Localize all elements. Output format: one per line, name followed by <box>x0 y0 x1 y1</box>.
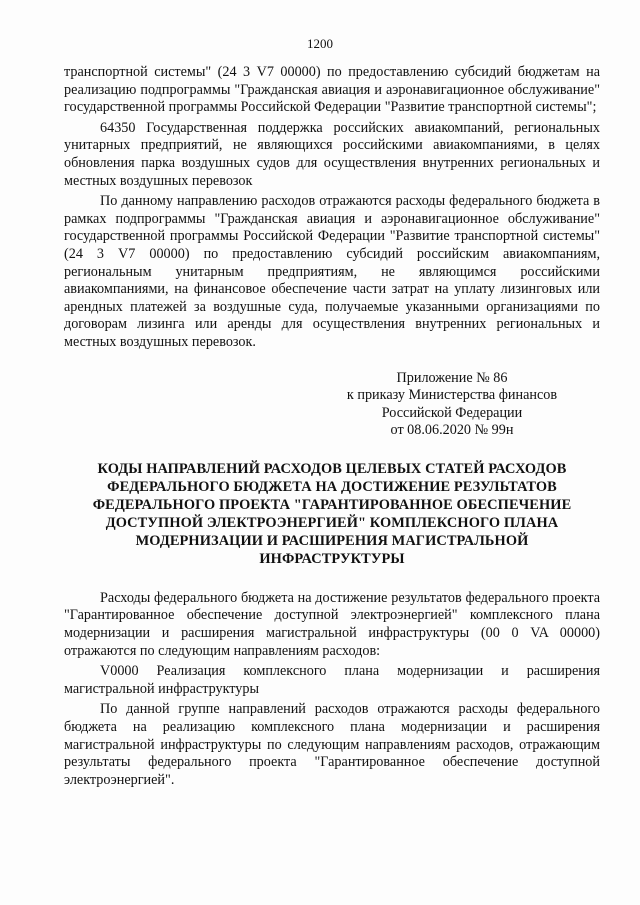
section-heading: КОДЫ НАПРАВЛЕНИЙ РАСХОДОВ ЦЕЛЕВЫХ СТАТЕЙ РАСХОДОВ ФЕДЕРАЛЬНОГО БЮДЖЕТА НА ДОСТИЖЕНИЕ РЕЗУЛЬТАТОВ ФЕДЕРАЛЬНОГО ПРОЕКТА "ГАРАНТИРОВАННОЕ ОБЕСПЕЧЕНИЕ ДОСТУПНОЙ ЭЛЕКТРОЭНЕРГИЕЙ" КОМПЛЕКСНОГО ПЛАНА МОДЕРНИЗАЦИИ И РАСШИРЕНИЯ МАГИСТРАЛЬНОЙ ИНФРАСТРУКТУРЫ <box>92 460 572 567</box>
document-body <box>64 64 600 792</box>
appendix-date: от 08.06.2020 № 99н <box>390 422 514 439</box>
paragraph-code-64350: 64350 Государственная поддержка российских авиакомпаний, региональных унитарных предприятий, не являющихся российскими авиакомпаниями, в целях обновления парка воздушных судов для осуществления внутренних региональных и местных воздушных перевозок <box>64 119 600 189</box>
paragraph-continuation: транспортной системы" (24 3 V7 00000) по предоставлению субсидий бюджетам на реализацию подпрограммы "Гражданская авиация и аэронавигационное обслуживание" государственной программы Российской Федерации "Развитие транспортной системы"; <box>64 64 600 116</box>
appendix-block <box>64 370 562 440</box>
paragraph-group-description: По данной группе направлений расходов отражаются расходы федерального бюджета на реализацию комплексного плана модернизации и расширения магистральной инфраструктуры по следующим направлениям расходов, отражающим результаты федерального проекта "Гарантированное обеспечение доступной электроэнергией". <box>64 701 600 788</box>
appendix-country: Российской Федерации <box>381 404 523 421</box>
page-number: 1200 <box>307 36 333 51</box>
paragraph-code-v0000: V0000 Реализация комплексного плана модернизации и расширения магистральной инфраструктуры <box>64 663 600 697</box>
appendix-number: Приложение № 86 <box>396 369 508 386</box>
paragraph-expense-description: По данному направлению расходов отражаются расходы федерального бюджета в рамках подпрограммы "Гражданская авиация и аэронавигационное обслуживание" государственной программы Российской Федерации "Развитие транспортной системы" (24 3 V7 00000) по предоставлению субсидий российским авиакомпаниям, региональным унитарным предприятиям, не являющимся российскими авиакомпаниями, на финансовое обеспечение части затрат на уплату лизинговых или арендных платежей за воздушные суда, получаемые указанными организациями по договорам лизинга или аренды для осуществления внутренних региональных и местных воздушных перевозок. <box>64 193 600 350</box>
paragraph-intro: Расходы федерального бюджета на достижение результатов федерального проекта "Гарантированное обеспечение доступной электроэнергией" комплексного плана модернизации и расширения магистральной инфраструктуры (00 0 VA 00000) отражаются по следующим направлениям расходов: <box>64 589 600 659</box>
appendix-order: к приказу Министерства финансов <box>346 387 558 404</box>
